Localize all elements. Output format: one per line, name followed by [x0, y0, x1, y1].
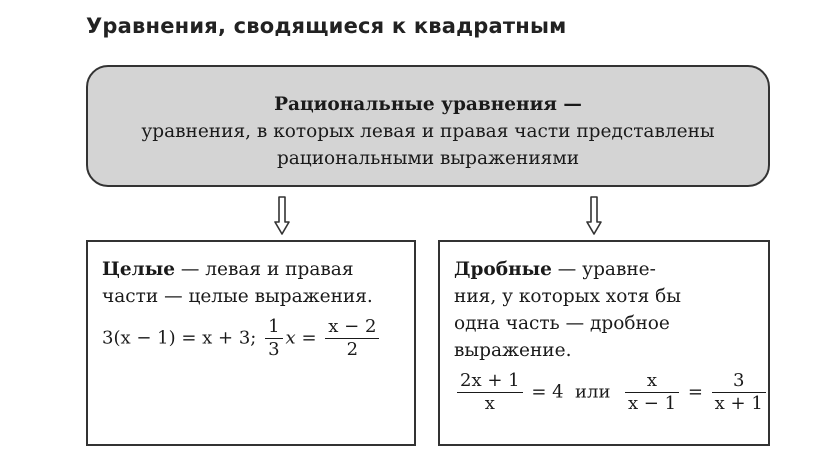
definition-line: рациональными выражениями [276, 148, 580, 169]
fraction-denominator: 3 [265, 338, 282, 361]
fractional-definition-line [454, 256, 758, 283]
integer-definition-line [102, 256, 402, 283]
fraction-denominator: 2 [325, 338, 379, 361]
fraction-first [457, 370, 523, 415]
definition-text: выражение. [454, 340, 572, 361]
fraction-numerator: 2x + 1 [460, 370, 520, 391]
fraction-denominator: x − 1 [625, 392, 679, 415]
fraction-third [712, 370, 766, 415]
definition-title: Рациональные уравнения — [274, 94, 582, 115]
fraction-denominator: x [457, 392, 523, 415]
connector-or: или [575, 381, 611, 403]
definition-line: уравнения, в которых левая и правая части представлены [141, 121, 715, 142]
definition-text: — левая и правая [175, 259, 354, 280]
fractional-equations-box [438, 240, 770, 446]
fraction-numerator: x [646, 370, 658, 391]
fraction-one-third [265, 316, 282, 361]
fraction-denominator: x + 1 [712, 392, 766, 415]
definition-text: ния, у которых хотя бы [454, 286, 682, 307]
example-formula-fractional [454, 370, 763, 415]
arrow-down-right-icon [586, 196, 602, 236]
term-fractional: Дробные [454, 259, 552, 280]
equals-four: = 4 [531, 381, 564, 403]
fraction-numerator: x − 2 [328, 316, 377, 337]
fraction-numerator: 1 [268, 316, 280, 337]
definition-box-rational-equations [86, 65, 770, 187]
equation-linear: 3(x − 1) = x + 3; [102, 327, 257, 349]
integer-equations-box [86, 240, 416, 446]
page-title: Уравнения, сводящиеся к квадратным [86, 14, 567, 38]
fraction-rhs [325, 316, 379, 361]
definition-text: части — целые выражения. [102, 286, 373, 307]
definition-text: одна часть — дробное [454, 313, 670, 334]
example-formula-integer [102, 316, 402, 361]
term-integer: Целые [102, 259, 176, 280]
definition-text: — уравне- [551, 259, 656, 280]
equals-sign: = [301, 327, 317, 349]
fraction-second [625, 370, 679, 415]
equals-sign: = [687, 381, 703, 403]
variable-x: x [285, 327, 296, 349]
fraction-numerator: 3 [732, 370, 745, 391]
arrow-down-left-icon [274, 196, 290, 236]
